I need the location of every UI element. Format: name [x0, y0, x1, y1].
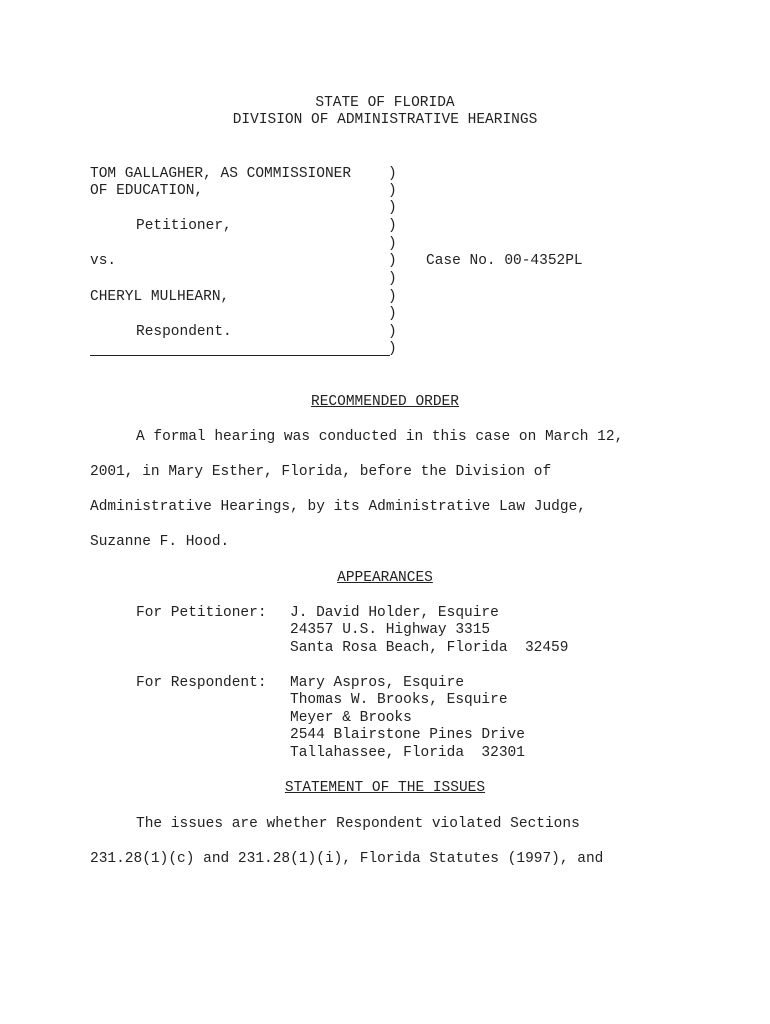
respondent-counsel-line: Thomas W. Brooks, Esquire	[290, 692, 508, 708]
versus: vs.	[90, 253, 117, 269]
respondent-counsel-line: Meyer & Brooks	[290, 710, 412, 726]
intro-line: A formal hearing was conducted in this case on March 12,	[136, 429, 624, 445]
issues-heading: STATEMENT OF THE ISSUES	[284, 780, 486, 796]
header-division: DIVISION OF ADMINISTRATIVE HEARINGS	[232, 112, 538, 128]
intro-line: Administrative Hearings, by its Administrative Law Judge,	[90, 499, 586, 515]
appearances-heading: APPEARANCES	[337, 570, 433, 586]
respondent-counsel-line: Tallahassee, Florida 32301	[290, 745, 525, 761]
petitioner-counsel-line: J. David Holder, Esquire	[290, 605, 499, 621]
caption-paren: )	[388, 200, 397, 216]
petitioner-counsel-line: 24357 U.S. Highway 3315	[290, 622, 491, 638]
issues-line: 231.28(1)(c) and 231.28(1)(i), Florida Statutes (1997), and	[90, 851, 604, 867]
caption-paren: )	[388, 218, 397, 234]
intro-line: Suzanne F. Hood.	[90, 534, 230, 550]
petitioner-name-line1: TOM GALLAGHER, AS COMMISSIONER	[90, 166, 352, 182]
petitioner-counsel-label: For Petitioner:	[136, 605, 267, 621]
respondent-counsel-label: For Respondent:	[136, 675, 267, 691]
caption-rule	[90, 355, 390, 356]
case-number: Case No. 00-4352PL	[426, 253, 583, 269]
caption-paren: )	[388, 183, 397, 199]
order-title: RECOMMENDED ORDER	[311, 394, 459, 410]
petitioner-counsel-line: Santa Rosa Beach, Florida 32459	[290, 640, 569, 656]
petitioner-name-line2: OF EDUCATION,	[90, 183, 204, 199]
respondent-name: CHERYL MULHEARN,	[90, 289, 230, 305]
caption-paren: )	[388, 236, 397, 252]
caption-paren: )	[388, 341, 397, 357]
caption-paren: )	[388, 324, 397, 340]
caption-paren: )	[388, 289, 397, 305]
caption-paren: )	[388, 166, 397, 182]
respondent-counsel-line: Mary Aspros, Esquire	[290, 675, 465, 691]
caption-paren: )	[388, 271, 397, 287]
respondent-role: Respondent.	[136, 324, 232, 340]
intro-line: 2001, in Mary Esther, Florida, before the Division of	[90, 464, 552, 480]
petitioner-role: Petitioner,	[136, 218, 232, 234]
respondent-counsel-line: 2544 Blairstone Pines Drive	[290, 727, 525, 743]
caption-paren: )	[388, 306, 397, 322]
caption-paren: )	[388, 253, 397, 269]
header-state: STATE OF FLORIDA	[315, 95, 455, 111]
issues-line: The issues are whether Respondent violated Sections	[136, 816, 580, 832]
